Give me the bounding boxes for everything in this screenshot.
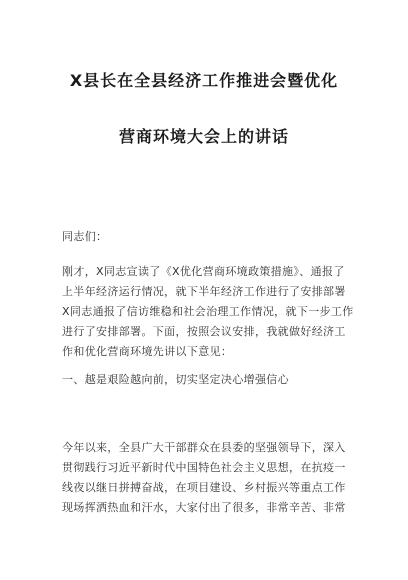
paragraph-line: 刚才，X同志宣读了《X优化营商环境政策措施》、通报了 xyxy=(62,265,345,278)
paragraph-line: 今年以来，全县广大干部群众在县委的坚强领导下，深入 xyxy=(62,441,346,454)
paragraph-line: 线夜以继日拼搏奋战，在项目建设、乡村振兴等重点工作 xyxy=(62,481,346,494)
paragraph-1 xyxy=(62,262,354,362)
document-title-line-2: 营商环境大会上的讲话 xyxy=(118,127,289,146)
paragraph-line: 进行了安排部署。下面，按照会议安排，我就做好经济工 xyxy=(62,325,346,338)
paragraph-line: 贯彻践行习近平新时代中国特色社会主义思想，在抗疫一 xyxy=(62,461,346,474)
paragraph-line: X同志通报了信访维稳和社会治理工作情况，就下一步工作 xyxy=(62,305,354,318)
greeting: 同志们： xyxy=(62,230,108,243)
document-title-line-1: X县长在全县经济工作推进会暨优化 xyxy=(69,71,339,90)
paragraph-line: 现场挥洒热血和汗水，大家付出了很多，非常辛苦、非常 xyxy=(62,501,346,514)
paragraph-2 xyxy=(62,438,348,518)
paragraph-line: 作和优化营商环境先讲以下意见： xyxy=(62,345,233,358)
section-heading-1: 一、越是艰险越向前，切实坚定决心增强信心 xyxy=(62,373,289,386)
paragraph-line: 上半年经济运行情况，就下半年经济工作进行了安排部署 xyxy=(62,285,346,298)
